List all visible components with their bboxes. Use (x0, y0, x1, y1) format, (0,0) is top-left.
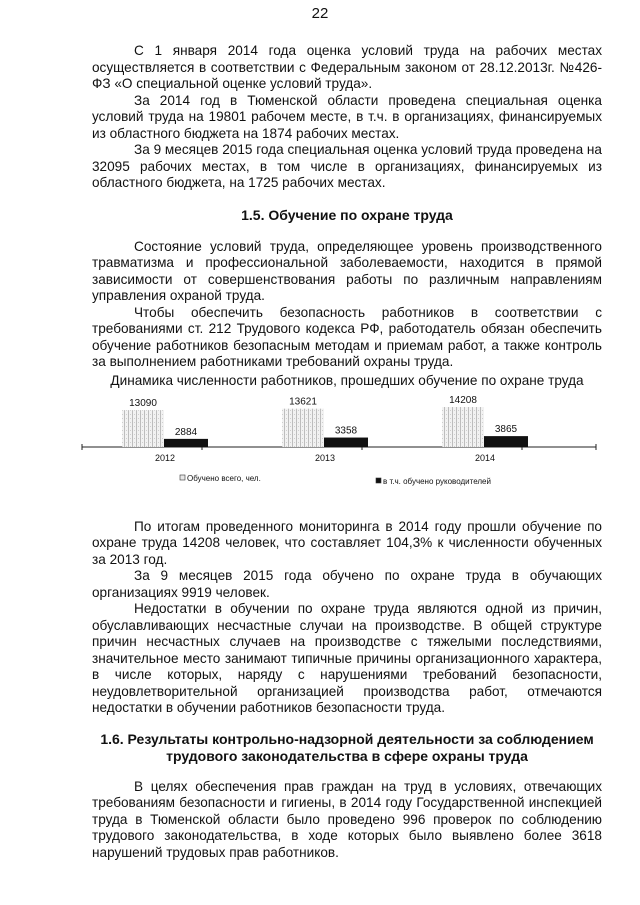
heading-inspection-results: 1.6. Результаты контрольно-надзорной деятельности за соблюдением трудового законодательства в сфере охраны труда (100, 730, 594, 764)
bar-total-2013 (282, 408, 324, 446)
bar-total-2012 (122, 410, 164, 447)
bar-managers-2014 (484, 436, 528, 447)
page-content (92, 43, 602, 861)
bar-value-label: 2884 (174, 426, 198, 438)
chart-title: Динамика численности работников, прошедших обучение по охране труда (110, 372, 584, 388)
bar-value-label: 3865 (494, 423, 518, 435)
heading-training: 1.5. Обучение по охране труда (241, 206, 453, 223)
x-tick-label: 2013 (314, 452, 336, 463)
training-bar-chart (80, 389, 600, 497)
paragraph-working-conditions: Состояние условий труда, определяющее уровень производственного травматизма и профессиональной заболеваемости, находится в прямой зависимости от совершенствования работы по различным направлениям управления охраной труда. (92, 238, 602, 303)
paragraph-employer-obligations: Чтобы обеспечить безопасность работников в соответствии с требованиями ст. 212 Трудового кодекса РФ, работодатель обязан обеспечить обучение работников безопасным методам и приемам работ, а также контроль за выполнением работниками требований охраны труда. (92, 304, 602, 369)
legend-swatch (180, 475, 185, 480)
bar-value-label: 13090 (129, 397, 157, 409)
paragraph-2015-training: За 9 месяцев 2015 года обучено по охране труда в обучающих организациях 9919 человек. (92, 568, 602, 600)
paragraph-sout-2014: С 1 января 2014 года оценка условий труда на рабочих местах осуществляется в соответствии с Федеральным законом от 28.12.2013г. №426-ФЗ «О специальной оценке условий труда». (92, 43, 602, 91)
paragraph-sout-2015: За 9 месяцев 2015 года специальная оценка условий труда проведена на 32095 рабочих местах, в том числе в организациях, финансируемых из областного бюджета, на 1725 рабочих местах. (92, 142, 602, 190)
page-number: 22 (311, 5, 329, 22)
bar-value-label: 14208 (449, 394, 477, 406)
paragraph-training-deficiencies: Недостатки в обучении по охране труда являются одной из причин, обуславливающих несчастные случаи на производстве. В общей структуре причин несчастных случаев на производстве с тяжелыми последствиями, значительное место занимают типичные причины организационного характера, в числе которых, наряду с нарушениями требований безопасности, неудовлетворительной организацией производства работ, отмечаются недостатки в обучении работников безопасности труда. (92, 601, 602, 715)
paragraph-sout-2014-results: За 2014 год в Тюменской области проведена специальная оценка условий труда на 19801 рабочем месте, в т.ч. в организациях, финансируемых из областного бюджета на 1874 рабочих местах. (92, 92, 602, 141)
paragraph-inspections-2014: В целях обеспечения прав граждан на труд в условиях, отвечающих требованиям безопасности и гигиены, в 2014 году Государственной инспекцией труда в Тюменской области было проведено 996 проверок по соблюдению трудового законодательства, в ходе которых было выявлено более 3618 нарушений трудовых прав работников. (92, 778, 602, 860)
paragraph-monitoring-results: По итогам проведенного мониторинга в 2014 году прошли обучение по охране труда 14208 человек, что составляет 104,3% к численности обученных за 2013 год. (92, 518, 602, 567)
legend-label: Обучено всего, чел. (187, 473, 261, 483)
x-tick-label: 2014 (474, 452, 496, 463)
bar-value-label: 3358 (334, 425, 358, 437)
bar-managers-2013 (324, 437, 368, 446)
bar-value-label: 13621 (289, 396, 317, 408)
x-tick-label: 2012 (154, 452, 176, 463)
bar-total-2014 (442, 407, 484, 447)
legend-label: в т.ч. обучено руководителей (383, 476, 491, 486)
legend-swatch (376, 478, 381, 483)
bar-managers-2012 (164, 438, 208, 446)
